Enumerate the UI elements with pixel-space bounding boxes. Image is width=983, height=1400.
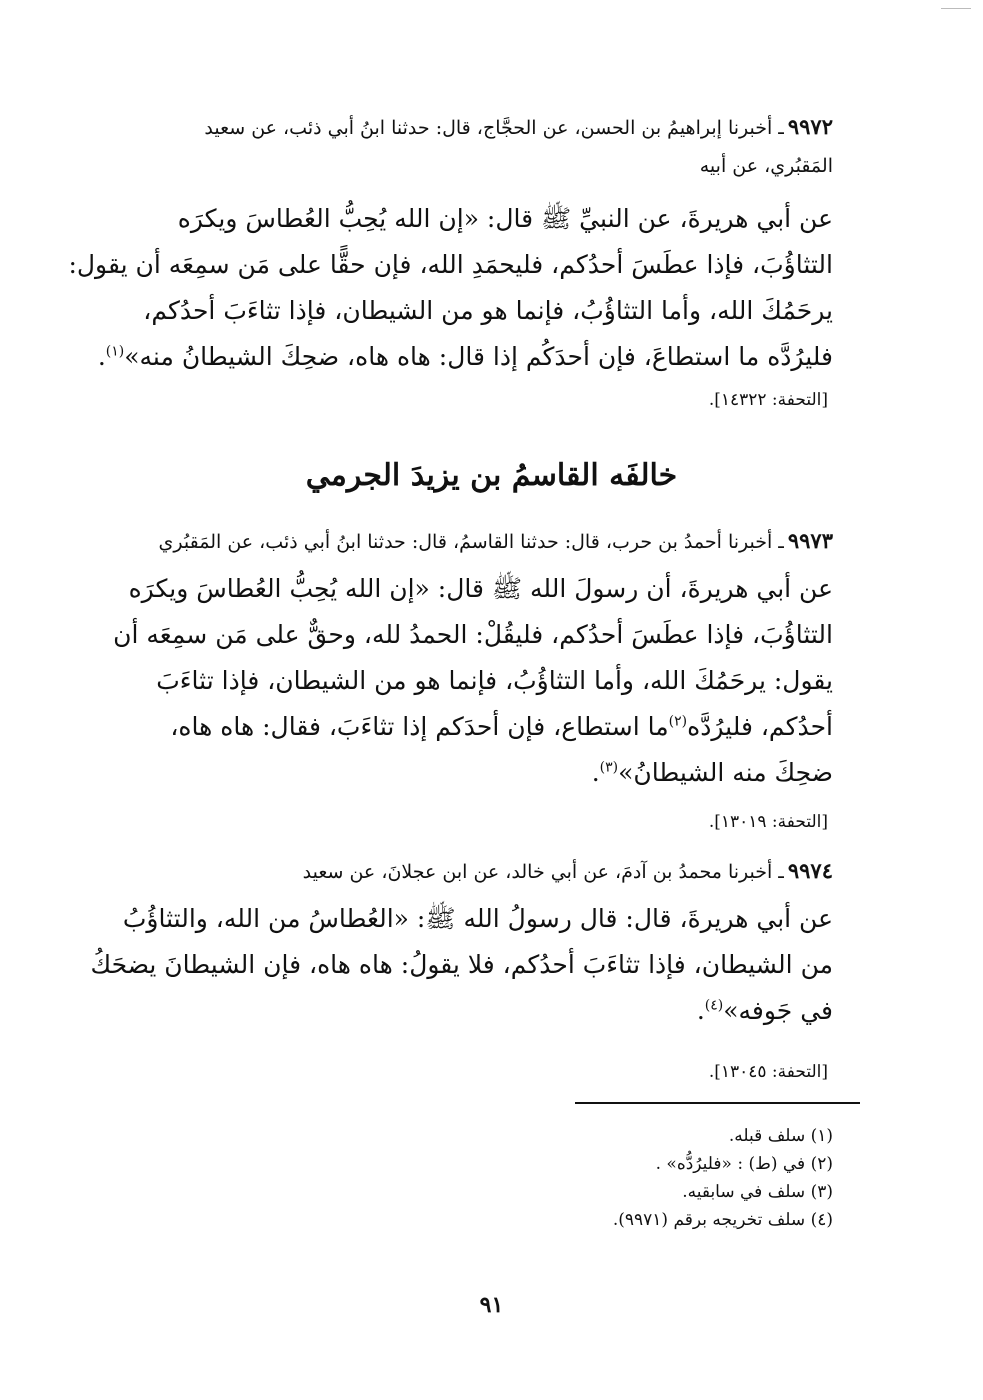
matn-line: من الشيطان، فإذا تثاءَبَ أحدُكم، فلا يقولُ: هاه هاه، فإن الشيطانَ يضحَكُ <box>90 950 833 979</box>
footnote-marker: (٣) <box>599 759 619 776</box>
hadith-9973-isnad <box>155 522 833 561</box>
matn-line: فليرُدَّه ما استطاعَ، فإن أحدَكُم إذا قال: هاه هاه، ضحِكَ الشيطانُ منه» <box>124 342 833 371</box>
hadith-number: ٩٩٧٣ <box>787 528 833 553</box>
footnote: (٢) في (ط) : «فليرُدُّه» . <box>655 1154 833 1174</box>
hadith-9972-matn <box>68 196 833 380</box>
footnote-marker: (١) <box>105 343 125 360</box>
hadith-number: ٩٩٧٢ <box>787 114 833 139</box>
matn-text: أحدُكم، فليرُدَّه <box>687 712 833 741</box>
matn-line: عن أبي هريرةَ، أن رسولَ الله ﷺ قال: «إن الله يُحِبُّ العُطاسَ ويكرَه <box>128 574 833 603</box>
isnad-line: ـ أخبرنا إبراهيمُ بن الحسن، عن الحجَّاج، قال: حدثنا ابنُ أبي ذئب، عن سعيد <box>204 117 784 139</box>
matn-text: ضحِكَ منه الشيطانُ» <box>618 758 833 787</box>
page-number: ٩١ <box>479 1292 504 1318</box>
hadith-9974-isnad <box>155 852 833 891</box>
hadith-9973-matn <box>113 566 833 796</box>
footnote-marker: (٤) <box>704 997 724 1014</box>
corner-mark <box>941 8 971 9</box>
end-mark: . <box>591 758 600 787</box>
footnotes <box>513 1122 833 1234</box>
matn-line: التثاؤُبَ، فإذا عطَسَ أحدُكم، فليقُلْ: الحمدُ لله، وحقٌّ على مَن سمِعَه أن <box>113 620 833 649</box>
matn-line: عن أبي هريرةَ، قال: قال رسولُ الله ﷺ: «العُطاسُ من الله، والتثاؤُبُ <box>122 904 833 933</box>
footnote-marker: (٢) <box>668 713 688 730</box>
isnad-line: ـ أخبرنا أحمدُ بن حرب، قال: حدثنا القاسمُ، قال: حدثنا ابنُ أبي ذئب، عن المَقبُري <box>158 531 784 553</box>
isnad-line: المَقبُري، عن أبيه <box>699 155 833 177</box>
hadith-9974-matn <box>90 896 833 1034</box>
isnad-line: ـ أخبرنا محمدُ بن آدمَ، عن أبي خالد، عن ابن عجلانَ، عن سعيد <box>302 861 784 883</box>
hadith-number: ٩٩٧٤ <box>787 858 833 883</box>
end-mark: . <box>97 342 106 371</box>
footnote-divider <box>575 1102 860 1104</box>
matn-line: عن أبي هريرةَ، عن النبيِّ ﷺ قال: «إن الله يُحِبُّ العُطاسَ ويكرَه <box>177 204 833 233</box>
tuhfa-reference: [التحفة: ١٣٠٤٥]. <box>708 1062 828 1082</box>
footnote: (١) سلف قبله. <box>728 1126 833 1146</box>
matn-line: التثاؤُبَ، فإذا عطَسَ أحدُكم، فليحمَدِ الله، فإن حقًّا على مَن سمِعَه أن يقول: <box>68 250 833 279</box>
tuhfa-reference: [التحفة: ١٣٠١٩]. <box>708 812 828 832</box>
matn-line: يرحَمُكَ الله، وأما التثاؤُبُ، فإنما هو من الشيطان، فإذا تثاءَبَ أحدُكم، <box>143 296 833 325</box>
matn-text: ما استطاع، فإن أحدَكم إذا تثاءَبَ، فقال: هاه هاه، <box>170 712 669 741</box>
end-mark: . <box>696 996 705 1025</box>
tuhfa-reference: [التحفة: ١٤٣٢٢]. <box>708 390 828 410</box>
section-heading: خالفَه القاسمُ بن يزيدَ الجرمي <box>305 458 678 493</box>
footnote: (٣) سلف في سابقيه. <box>682 1182 833 1202</box>
footnote: (٤) سلف تخريجه برقم (٩٩٧١). <box>612 1210 833 1230</box>
matn-text: في جَوفه» <box>723 996 833 1025</box>
matn-line: يقول: يرحَمُكَ الله، وأما التثاؤُبُ، فإنما هو من الشيطان، فإذا تثاءَبَ <box>156 666 833 695</box>
hadith-9972-isnad <box>155 108 833 185</box>
